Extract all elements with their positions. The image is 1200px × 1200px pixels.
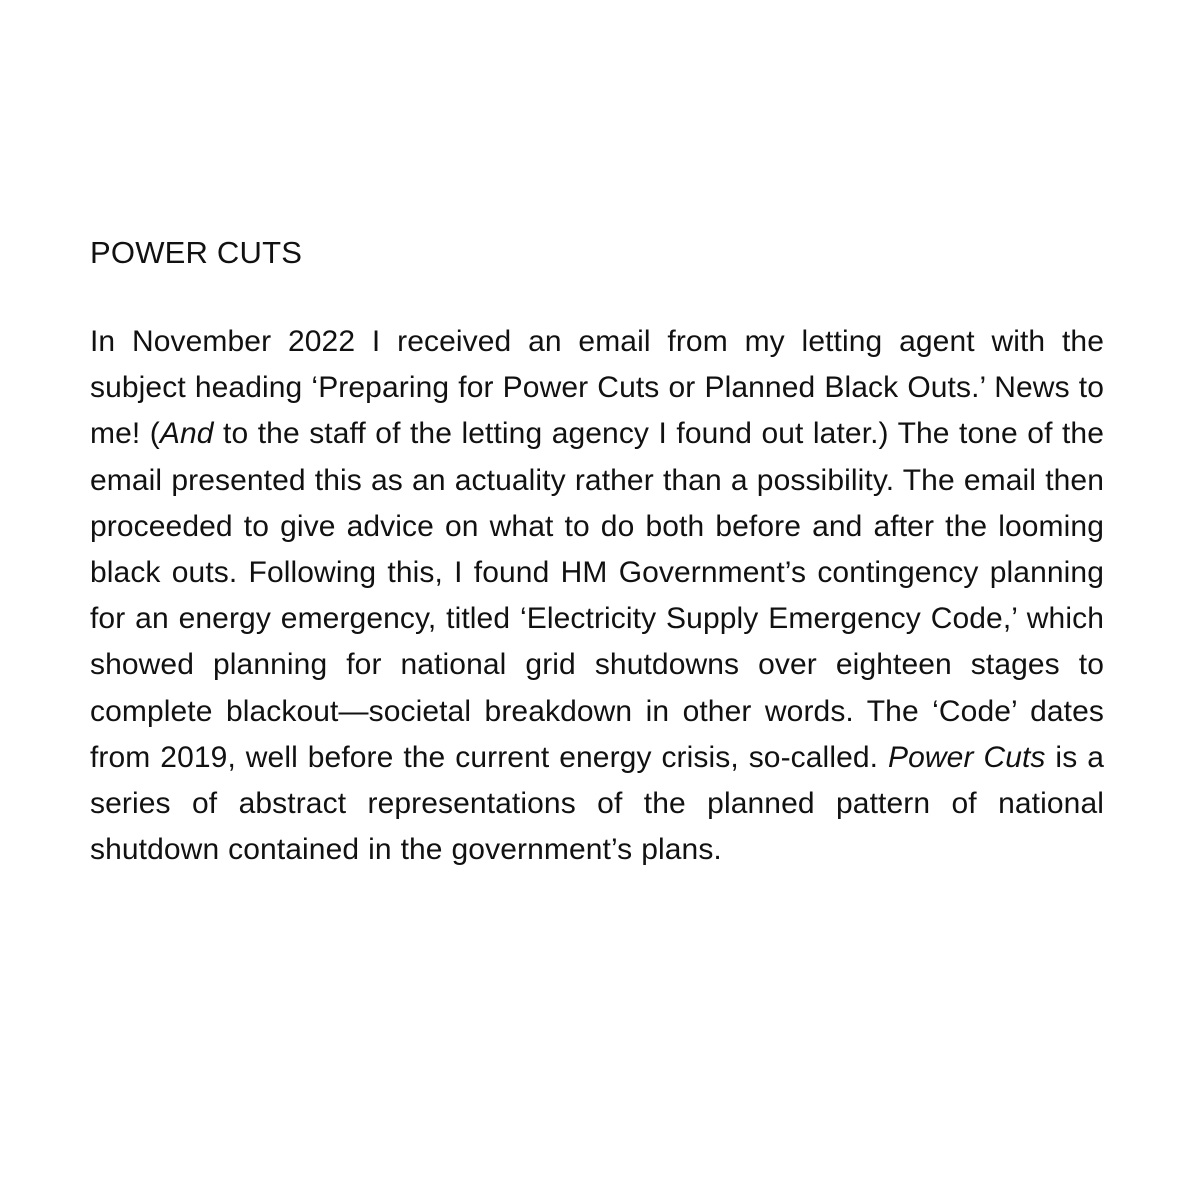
document-page [90, 232, 1104, 873]
paragraph-text-part-1: In November 2022 I received an email from my letting agent with the subject heading ‘Preparing for Power Cuts or Planned Black Outs.’ News to me! ( [90, 325, 1104, 451]
emphasis-power-cuts: Power Cuts [888, 740, 1046, 774]
document-heading: POWER CUTS [90, 235, 303, 270]
paragraph-text-part-2: to the staff of the letting agency I found out later.) The tone of the email presented this as an actuality rather than a possibility. The email then proceeded to give advice on what to do both before and after the looming black outs. Following this, I found HM Government’s contingency planning for an energy emergency, titled ‘Electricity Supply Emergency Code,’ which showed planning for national grid shutdowns over eighteen stages to complete blackout—societal breakdown in other words. The ‘Code’ dates from 2019, well before the current energy crisis, so-called. [90, 417, 1104, 774]
paragraph-text-part-3: is a series of abstract representations of the planned pattern of national shutdown contained in the government’s plans. [90, 740, 1104, 867]
emphasis-and: And [159, 417, 214, 451]
body-paragraph [90, 319, 1104, 873]
